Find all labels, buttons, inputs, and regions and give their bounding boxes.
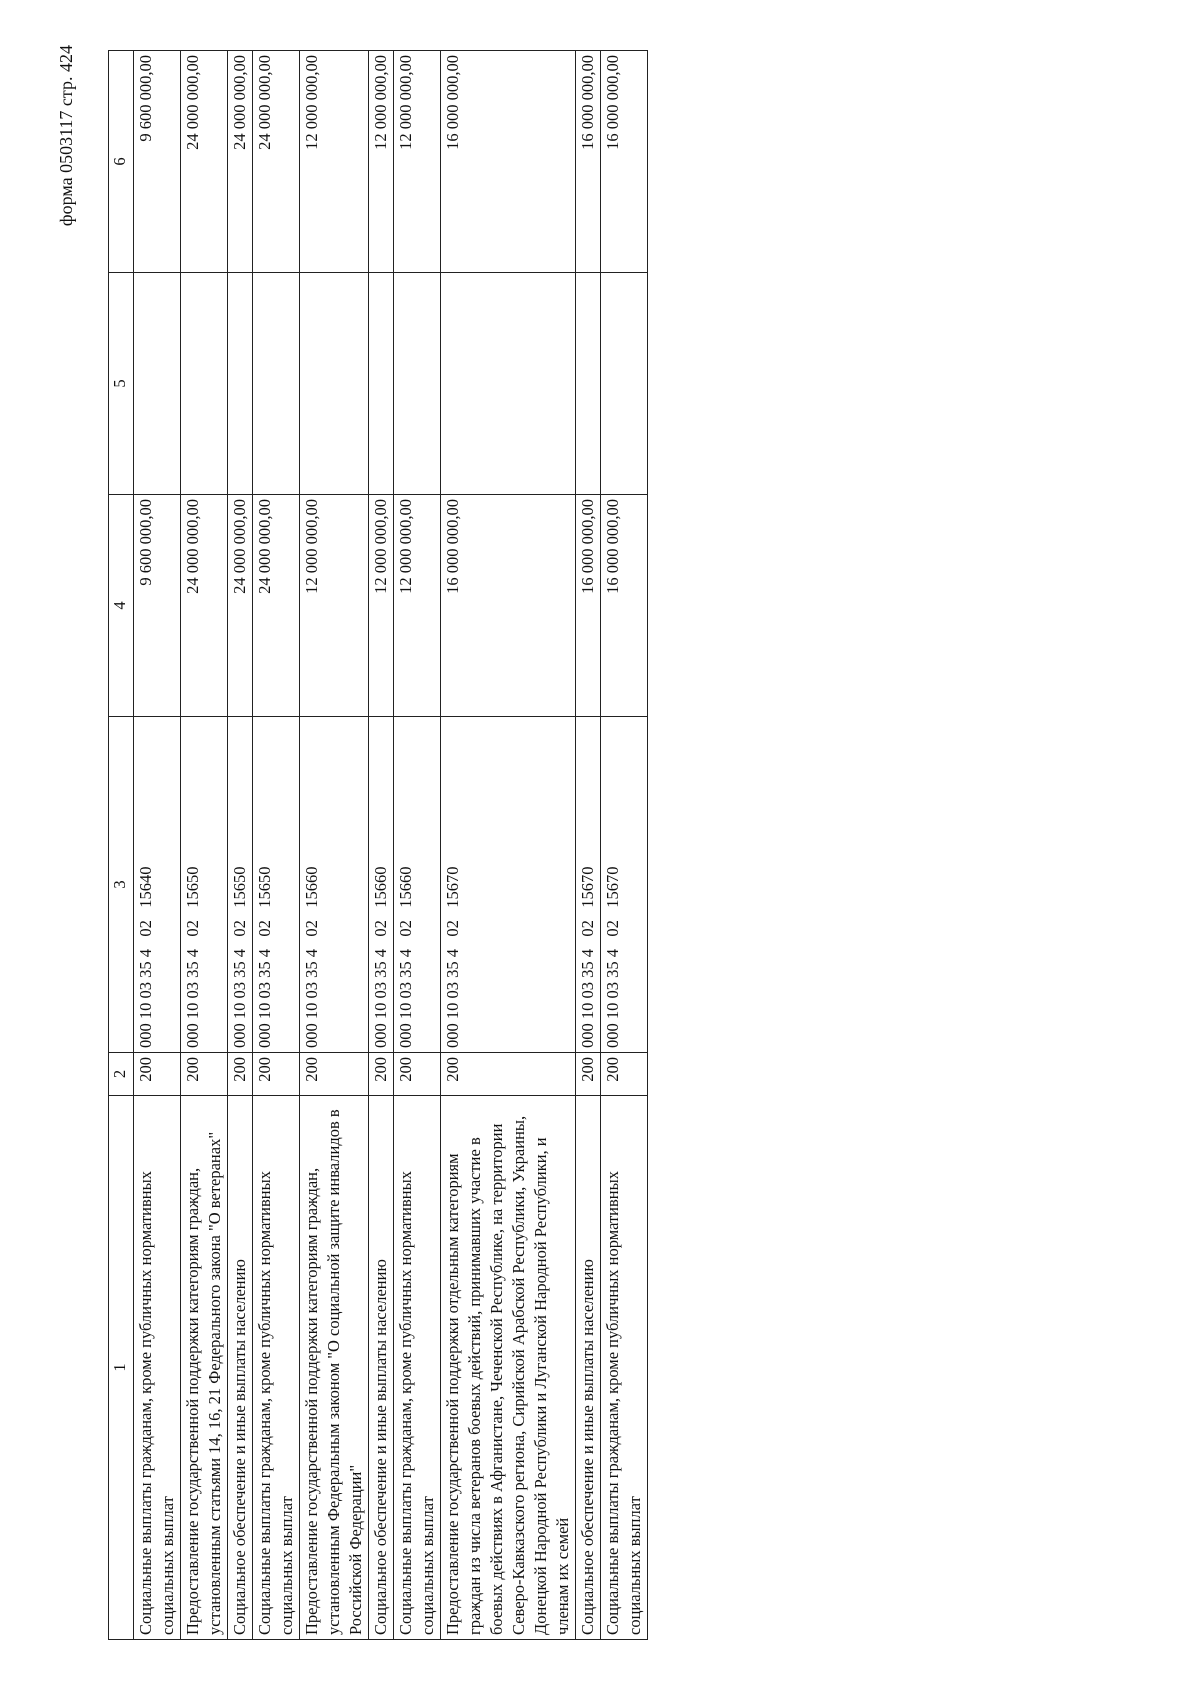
col5-cell <box>369 273 394 495</box>
table-row <box>300 51 369 1640</box>
header-cell: 6 <box>109 51 134 273</box>
col5-cell <box>253 273 300 495</box>
line-code-cell: 200 <box>228 1053 253 1096</box>
executed-amount-cell: 12 000 000,00 <box>369 51 394 273</box>
table-row <box>134 51 181 1640</box>
col5-cell <box>441 273 576 495</box>
line-code-cell: 200 <box>369 1053 394 1096</box>
executed-amount-cell: 16 000 000,00 <box>441 51 576 273</box>
executed-amount-cell: 24 000 000,00 <box>181 51 228 273</box>
table-row <box>441 51 576 1640</box>
header-cell: 4 <box>109 495 134 717</box>
executed-amount-cell: 16 000 000,00 <box>601 51 648 273</box>
col5-cell <box>300 273 369 495</box>
header-cell: 3 <box>109 717 134 1053</box>
row-name-cell: Социальное обеспечение и иные выплаты населению <box>576 1096 601 1640</box>
budget-code-cell: 000 10 03 35 4 02 15640 <box>134 717 181 1053</box>
expenditure-table <box>108 50 648 1640</box>
line-code-cell: 200 <box>181 1053 228 1096</box>
table-body <box>109 51 648 1640</box>
budget-code-cell: 000 10 03 35 4 02 15660 <box>300 717 369 1053</box>
executed-amount-cell: 24 000 000,00 <box>253 51 300 273</box>
line-code-cell: 200 <box>300 1053 369 1096</box>
col5-cell <box>228 273 253 495</box>
line-code-cell: 200 <box>253 1053 300 1096</box>
line-code-cell: 200 <box>576 1053 601 1096</box>
row-name-cell: Предоставление государственной поддержки категориям граждан, установленным статьями 14, 16, 21 Федерального закона "О ветеранах" <box>181 1096 228 1640</box>
line-code-cell: 200 <box>441 1053 576 1096</box>
budget-code-cell: 000 10 03 35 4 02 15650 <box>181 717 228 1053</box>
header-cell: 2 <box>109 1053 134 1096</box>
approved-amount-cell: 16 000 000,00 <box>601 495 648 717</box>
executed-amount-cell: 9 600 000,00 <box>134 51 181 273</box>
line-code-cell: 200 <box>134 1053 181 1096</box>
executed-amount-cell: 24 000 000,00 <box>228 51 253 273</box>
budget-code-cell: 000 10 03 35 4 02 15650 <box>253 717 300 1053</box>
table-row <box>253 51 300 1640</box>
budget-code-cell: 000 10 03 35 4 02 15670 <box>441 717 576 1053</box>
row-name-cell: Социальные выплаты гражданам, кроме публичных нормативных социальных выплат <box>134 1096 181 1640</box>
table-row <box>369 51 394 1640</box>
col5-cell <box>181 273 228 495</box>
col5-cell <box>601 273 648 495</box>
approved-amount-cell: 16 000 000,00 <box>441 495 576 717</box>
table-row <box>394 51 441 1640</box>
budget-code-cell: 000 10 03 35 4 02 15670 <box>601 717 648 1053</box>
header-cell: 1 <box>109 1096 134 1640</box>
budget-code-cell: 000 10 03 35 4 02 15660 <box>394 717 441 1053</box>
approved-amount-cell: 24 000 000,00 <box>253 495 300 717</box>
table-row <box>601 51 648 1640</box>
line-code-cell: 200 <box>601 1053 648 1096</box>
approved-amount-cell: 12 000 000,00 <box>394 495 441 717</box>
approved-amount-cell: 12 000 000,00 <box>369 495 394 717</box>
approved-amount-cell: 9 600 000,00 <box>134 495 181 717</box>
row-name-cell: Социальное обеспечение и иные выплаты населению <box>228 1096 253 1640</box>
header-row <box>109 51 134 1640</box>
form-label: форма 0503117 стр. 424 <box>56 45 76 227</box>
approved-amount-cell: 12 000 000,00 <box>300 495 369 717</box>
executed-amount-cell: 16 000 000,00 <box>576 51 601 273</box>
budget-code-cell: 000 10 03 35 4 02 15670 <box>576 717 601 1053</box>
executed-amount-cell: 12 000 000,00 <box>300 51 369 273</box>
budget-code-cell: 000 10 03 35 4 02 15660 <box>369 717 394 1053</box>
line-code-cell: 200 <box>394 1053 441 1096</box>
approved-amount-cell: 24 000 000,00 <box>228 495 253 717</box>
approved-amount-cell: 24 000 000,00 <box>181 495 228 717</box>
executed-amount-cell: 12 000 000,00 <box>394 51 441 273</box>
col5-cell <box>576 273 601 495</box>
row-name-cell: Социальные выплаты гражданам, кроме публичных нормативных социальных выплат <box>394 1096 441 1640</box>
table-row <box>181 51 228 1640</box>
row-name-cell: Предоставление государственной поддержки категориям граждан, установленным Федеральным законом "О социальной защите инвалидов в Российской Федерации" <box>300 1096 369 1640</box>
table-row <box>228 51 253 1640</box>
approved-amount-cell: 16 000 000,00 <box>576 495 601 717</box>
row-name-cell: Социальное обеспечение и иные выплаты населению <box>369 1096 394 1640</box>
col5-cell <box>134 273 181 495</box>
row-name-cell: Предоставление государственной поддержки отдельным категориям граждан из числа ветеранов боевых действий, принимавших участие в боевых действиях в Афганистане, Чеченской Республике, на территории Северо-Кавказского региона, Сирийской Арабской Республики, Украины, Донецкой Народной Республики и Луганской Народной Республики, и членам их семей <box>441 1096 576 1640</box>
row-name-cell: Социальные выплаты гражданам, кроме публичных нормативных социальных выплат <box>601 1096 648 1640</box>
col5-cell <box>394 273 441 495</box>
budget-code-cell: 000 10 03 35 4 02 15650 <box>228 717 253 1053</box>
row-name-cell: Социальные выплаты гражданам, кроме публичных нормативных социальных выплат <box>253 1096 300 1640</box>
header-cell: 5 <box>109 273 134 495</box>
table-row <box>576 51 601 1640</box>
